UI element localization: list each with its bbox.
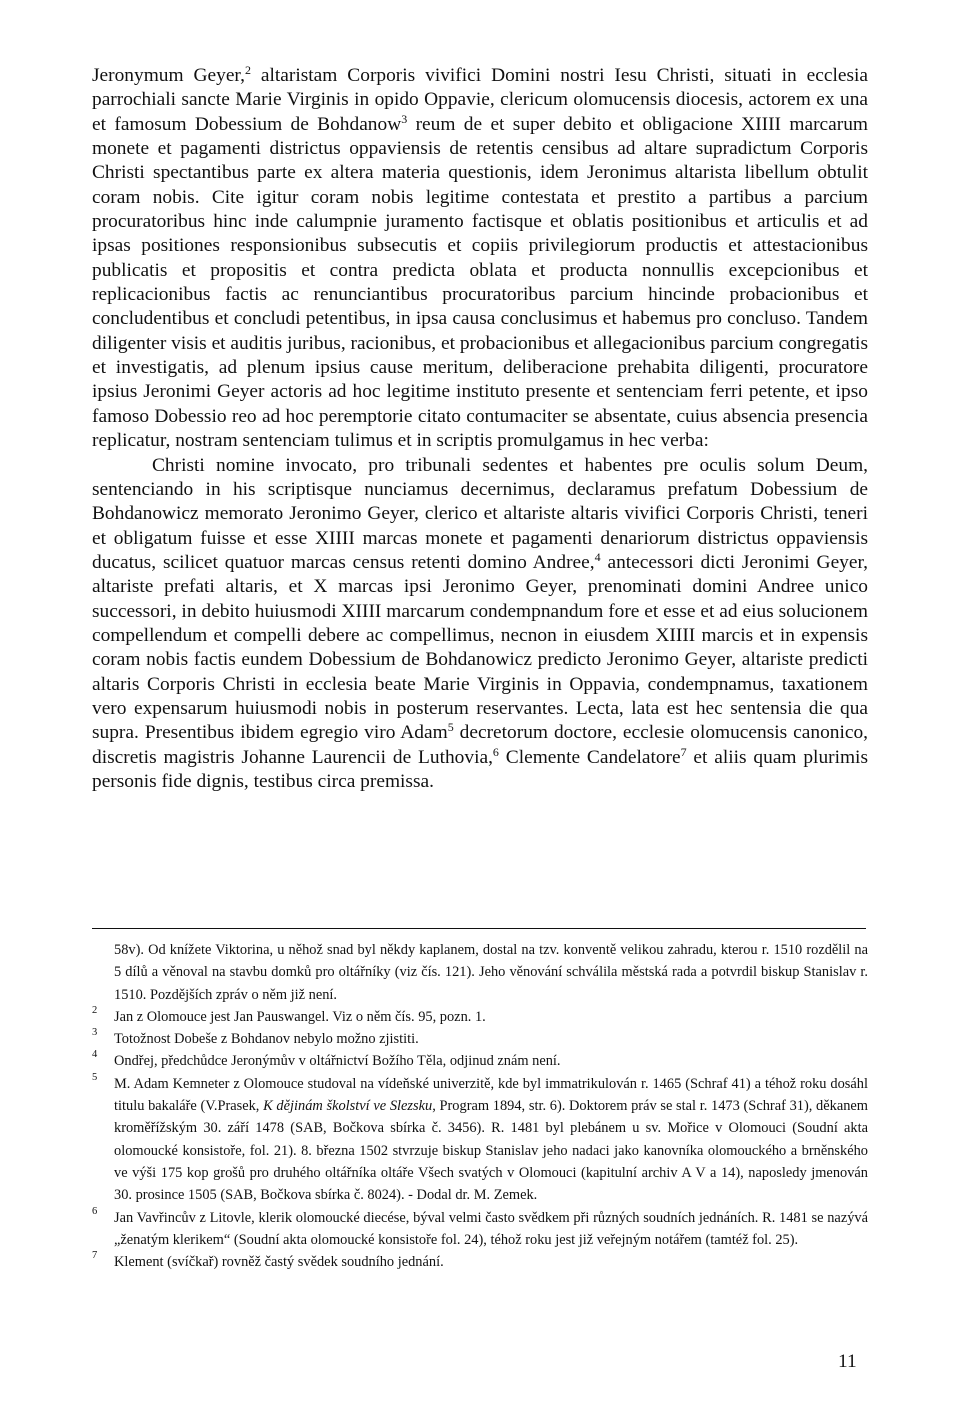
paragraph-2 [92, 454, 868, 795]
footnote-text: 58v). Od knížete Viktorina, u něhož snad byl někdy kaplanem, dostal na tzv. konventě velikou zahradu, kterou r. 1510 rozdělil na 5 dílů a věnoval na stavbu domků pro oltářníky (viz čís. 121). Jeho věnování schválila městská rada a potvrdil biskup Stanislav r. 1510. Pozdějších zpráv o něm již není. [114, 942, 868, 1003]
text-run: antecessori dicti Jeronimi Geyer, altariste prefati altaris, et X marcas ipsi Jeronimo Geyer, prenominati domini Andree unico successori, in debito huiusmodi XIIII marcarum condempnandum fore et esse et ad eius solucionem compellendum et compelli debere ac compellimus, necnon in eiusdem XIIII marcis et in expensis coram nobis factis eundem Dobessium de Bohdanowicz predicto Jeronimo Geyer, altariste predicti altaris Corporis Christi in ecclesia beate Marie Virginis in Oppavia, condempnamus, taxationem vero expensarum huiusmodi nobis in posterum reservantes. Lecta, lata est hec sentensia die qua supra. Presentibus ibidem egregio viro Adam [92, 551, 869, 744]
footnote-ref-4: 4 [594, 549, 601, 564]
footnote-number: 2 [92, 1004, 98, 1016]
page-number: 11 [838, 1351, 857, 1372]
footnotes [92, 939, 868, 1273]
footnote-ref-7: 7 [680, 744, 687, 759]
footnote-ref-6: 6 [492, 744, 499, 759]
text-run: altaristam Corporis vivifici Domini nostri Iesu Christi, situati in ecclesia parrochiali sancte Marie Virginis in opido Oppavie, clericum olomucensis diocesis, actorem ex una et famosum Dobessium de Bohdanow [92, 65, 868, 135]
main-text [92, 64, 868, 794]
footnote-number: 4 [92, 1049, 98, 1061]
footnote-text: Ondřej, předchůdce Jeronýmův v oltářnictví Božího Těla, odjinud znám není. [114, 1053, 561, 1070]
footnote-7 [92, 1251, 868, 1273]
footnote-number: 6 [92, 1205, 98, 1217]
footnote-continuation [92, 939, 868, 1006]
text-run: Christi nomine invocato, pro tribunali sedentes et habentes pre oculis solum Deum, sentenciando in his scriptisque nunciamus decernimus, declaramus prefatum Dobessium de Bohdanowicz memorato Jeronimo Geyer, clerico et altariste altaris vivifici Corporis Christi, teneri et obligatum fuisse et esse XIIII marcas monete et pagamenti denariorum districtus oppaviensis ducatus, scilicet quatuor marcas census retenti domino Andree, [92, 454, 868, 573]
footnote-number: 3 [92, 1027, 98, 1039]
text-run: Clemente Candelatore [498, 746, 681, 768]
footnote-5 [92, 1073, 868, 1207]
footnote-6 [92, 1207, 868, 1252]
text-run: , Program 1894, str. 6). Doktorem práv se stal r. 1473 (Schraf 31), děkanem kroměřížským 30. září 1478 (SAB, Bočkova sbírka č. 3456). R. 1481 byl plebánem u sv. Mořice v Olomouci (Soudní akta olomoucké konsistoře, fol. 21). 8. března 1502 stvrzuje biskup Stanislav jeho nadaci jako kanovníka olomouckého a brněnského ve výši 175 kop grošů pro druhého oltářníka oltáře Všech svatých v Olomouci (kapitulní archiv A V a 14), naposledy jmenován 30. prosince 1505 (SAB, Bočkova sbírka č. 8024). - Dodal dr. M. Zemek. [114, 1098, 868, 1204]
footnote-3 [92, 1028, 868, 1050]
footnote-ref-5: 5 [447, 720, 454, 735]
text-run: M. Adam Kemneter z Olomouce studoval na vídeňské univerzitě, kde byl immatrikulován r. 1465 (Schraf 41) a téhož roku dosáhl titulu bakaláře (V.Prasek, [114, 1075, 868, 1115]
footnote-text [114, 1076, 868, 1203]
footnote-text: Jan Vavřincův z Litovle, klerik olomoucké diecése, býval velmi často svědkem při různých soudních jednáních. R. 1481 se nazývá „ženatým klerikem“ (Soudní akta olomoucké konsistoře fol. 24), téhož roku jest již veřejným notářem (tamtéž fol. 25). [114, 1209, 868, 1248]
footnote-number: 7 [92, 1250, 98, 1262]
text-run: reum de et super debito et obligacione XIIII marcarum monete et pagamenti districtus oppaviensis de retentis censibus ad altare supradictum Corporis Christi spectantibus parte ex altera materia questionis, idem Jeronimus altarista libellum obtulit coram nobis. Cite igitur coram nobis legitime contestata et prestito a partibus a parcium procuratoribus hinc inde calumpnie juramento factisque et oblatis positionibus et articulis et ad ipsas positiones responsionibus subsecutis et copiis privilegiorum productis et attestacionibus publicatis et propositis et contra predicta oblata et producta nonnullis excepcionibus et replicacionibus factis ac renunciantibus procuratoribus parcium hincinde probacionibus et concludentibus et concludi petentibus, in ipsa causa conclusimus et habemus pro concluso. Tandem diligenter visis et auditis juribus, racionibus, et probacionibus et allegacionibus parcium congregatis et investigatis, ad plenum ipsius cause meritum, deliberacione prehabita diligenti, procuratore ipsius Jeronimi Geyer actoris ad hoc legitime instituto presente et sentenciam ferri petente, et ipso famoso Dobessio reo ad hoc peremptorie citato contumaciter se absentate, cuius absencia presencia replicatur, nostram sentenciam tulimus et in scriptis promulgamus in hec verba: [92, 113, 868, 452]
footnote-text: Jan z Olomouce jest Jan Pauswangel. Viz o něm čís. 95, pozn. 1. [114, 1008, 486, 1025]
footnote-divider [92, 928, 866, 929]
italic-title: K dějinám školství ve Slezsku [263, 1098, 433, 1115]
footnote-4 [92, 1050, 868, 1072]
text-run: Jeronymum Geyer, [92, 65, 245, 86]
footnote-number: 5 [92, 1071, 98, 1083]
text-run: decretorum doctore, ecclesie olomucensis canonico, discretis magistris Johanne Laurencii de Luthovia, [92, 722, 869, 768]
footnote-text: Totožnost Dobeše z Bohdanov nebylo možno zjistiti. [114, 1031, 419, 1048]
footnote-2 [92, 1006, 868, 1028]
footnote-ref-2: 2 [244, 63, 251, 77]
footnote-text: Klement (svíčkař) rovněž častý svědek soudního jednání. [114, 1254, 444, 1271]
paragraph-1 [92, 64, 868, 454]
footnote-ref-3: 3 [401, 111, 408, 126]
text-run: et aliis quam plurimis personis fide dignis, testibus circa premissa. [92, 746, 868, 792]
